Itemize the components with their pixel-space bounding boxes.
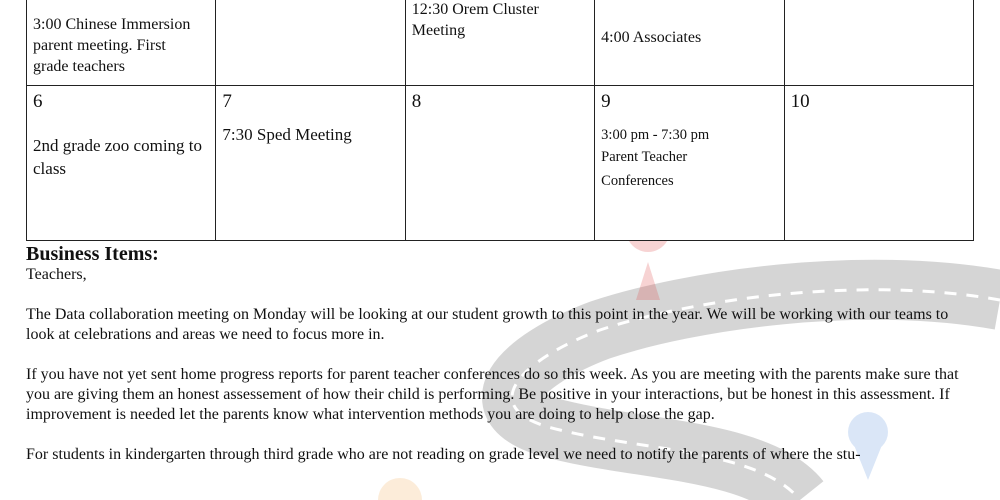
calendar-cell [27, 0, 216, 86]
calendar-cell [216, 0, 405, 86]
calendar-cell [595, 0, 784, 86]
orange-pin-icon [378, 478, 422, 500]
calendar-cell [784, 86, 973, 241]
event-text: 7:30 Sped Meeting [222, 125, 352, 144]
event-line: 4:00 Associates [601, 29, 702, 46]
day-number: 10 [790, 91, 810, 112]
event-line: 3:00 pm - 7:30 pm [601, 127, 710, 143]
event-line: Conferences [601, 173, 674, 189]
section-heading: Business Items: [26, 243, 159, 265]
salutation: Teachers, [26, 266, 87, 283]
event-line: 12:30 Orem Cluster [411, 1, 539, 18]
day-number: 6 [33, 91, 43, 112]
paragraph: The Data collaboration meeting on Monday will be looking at our student growth to this point in the year. We will be working with our teams to look at celebrations and areas we need to focus more in. [26, 306, 949, 343]
event-line: grade teachers [33, 58, 125, 75]
event-text: 2nd grade zoo coming to class [33, 136, 203, 178]
calendar-cell [405, 86, 594, 241]
calendar-week-row [27, 86, 974, 241]
paragraph: If you have not yet sent home progress reports for parent teacher conferences do so this week. As you are meeting with the parents make sure that you are giving them an honest assessement of how their child is performing. Be positive in your interactions, but be honest in this assessment. If improvement is needed let the parents know what intervention methods you are doing to help close the gap. [26, 366, 959, 423]
day-number: 8 [411, 91, 422, 112]
calendar-grid [26, 0, 974, 241]
event-line: parent meeting. First [33, 37, 166, 54]
calendar-week-row [27, 0, 974, 86]
paragraph: For students in kindergarten through third grade who are not reading on grade level we need to notify the parents of where the stu- [26, 446, 861, 463]
business-items-section [26, 243, 978, 465]
event-line: 3:00 Chinese Immersion [33, 16, 191, 33]
calendar-cell [216, 86, 405, 241]
calendar-cell [405, 0, 594, 86]
day-number: 7 [222, 91, 232, 112]
event-line: Meeting [411, 22, 466, 39]
day-number: 9 [601, 91, 611, 112]
calendar-cell [784, 0, 973, 86]
calendar-cell [27, 86, 216, 241]
event-line: Parent Teacher [601, 149, 688, 165]
calendar-cell [595, 86, 784, 241]
